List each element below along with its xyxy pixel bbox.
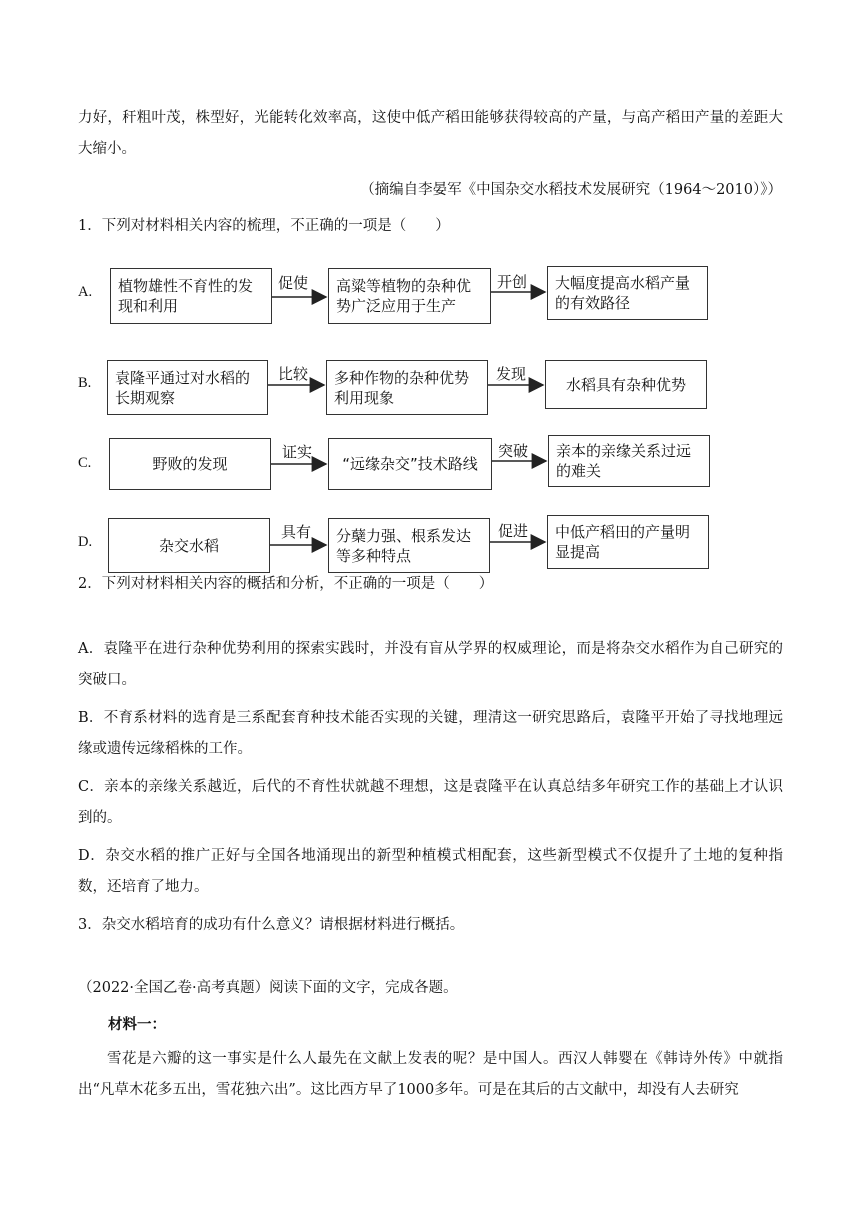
passage-continuation: 力好，秆粗叶茂，株型好，光能转化效率高，这使中低产稻田能够获得较高的产量，与高产稻田产量的差距大大缩小。 (78, 110, 783, 157)
flow-d-box-3: 中低产稻田的产量明显提高 (547, 515, 709, 569)
question-1-stem: 1．下列对材料相关内容的梳理，不正确的一项是（ ） (78, 218, 450, 234)
question-2-option-c: C．亲本的亲缘关系越近，后代的不育性状就越不理想，这是袁隆平在认真总结多年研究工作的基础上才认识到的。 (78, 779, 783, 826)
flow-c-box-3: 亲本的亲缘关系过远的难关 (548, 435, 710, 487)
flow-d-box-1: 杂交水稻 (108, 518, 270, 573)
flow-d-arrow-label-2: 促进 (498, 522, 529, 540)
flow-a-arrow-label-2: 开创 (497, 273, 528, 291)
flow-option-c-label: C. (78, 455, 92, 471)
source-citation: （摘编自李晏军《中国杂交水稻技术发展研究（1964～2010）》） (360, 182, 782, 198)
flow-d-arrow-label-1: 具有 (281, 523, 312, 541)
flow-b-box-3: 水稻具有杂种优势 (545, 360, 707, 409)
flow-option-b-label: B. (78, 375, 92, 391)
flow-a-arrow-label-1: 促使 (278, 274, 309, 292)
flow-a-box-2: 高粱等植物的杂种优势广泛应用于生产 (328, 268, 491, 324)
flow-b-box-2: 多种作物的杂种优势利用现象 (326, 360, 488, 415)
flow-c-arrow-label-2: 突破 (498, 442, 529, 460)
section-intro: （2022·全国乙卷·高考真题）阅读下面的文字，完成各题。 (78, 980, 458, 996)
flow-c-box-2: “远缘杂交”技术路线 (328, 438, 492, 490)
material-title: 材料一： (108, 1016, 166, 1033)
flow-d-box-2: 分蘖力强、根系发达等多种特点 (328, 518, 490, 573)
flow-option-d-label: D. (78, 534, 93, 550)
flow-a-box-1: 植物雄性不育性的发现和利用 (110, 268, 272, 324)
flow-b-arrow-label-2: 发现 (496, 365, 527, 383)
question-2-option-d: D．杂交水稻的推广正好与全国各地涌现出的新型种植模式相配套，这些新型模式不仅提升了土地的复种指数，还培育了地力。 (78, 848, 783, 895)
question-2-option-a: A．袁隆平在进行杂种优势利用的探索实践时，并没有盲从学界的权威理论，而是将杂交水稻作为自己研究的突破口。 (78, 641, 783, 688)
question-3-stem: 3．杂交水稻培育的成功有什么意义？请根据材料进行概括。 (78, 917, 465, 933)
flow-b-box-1: 袁隆平通过对水稻的长期观察 (107, 360, 268, 415)
question-2-option-b: B．不育系材料的选育是三系配套育种技术能否实现的关键，理清这一研究思路后，袁隆平开始了寻找地理远缘或遗传远缘稻株的工作。 (78, 710, 783, 757)
material-passage: 雪花是六瓣的这一事实是什么人最先在文献上发表的呢？是中国人。西汉人韩婴在《韩诗外传》中就指出“凡草木花多五出，雪花独六出”。这比西方早了1000多年。可是在其后的古文献中，却没有人去研究 (78, 1051, 783, 1098)
flow-c-box-1: 野败的发现 (109, 438, 271, 490)
flow-a-box-3: 大幅度提高水稻产量的有效路径 (547, 266, 708, 320)
flow-option-a-label: A. (78, 284, 93, 300)
flow-c-arrow-label-1: 证实 (282, 443, 313, 461)
flow-b-arrow-label-1: 比较 (278, 365, 309, 383)
question-2-stem: 2．下列对材料相关内容的概括和分析，不正确的一项是（ ） (78, 576, 494, 592)
